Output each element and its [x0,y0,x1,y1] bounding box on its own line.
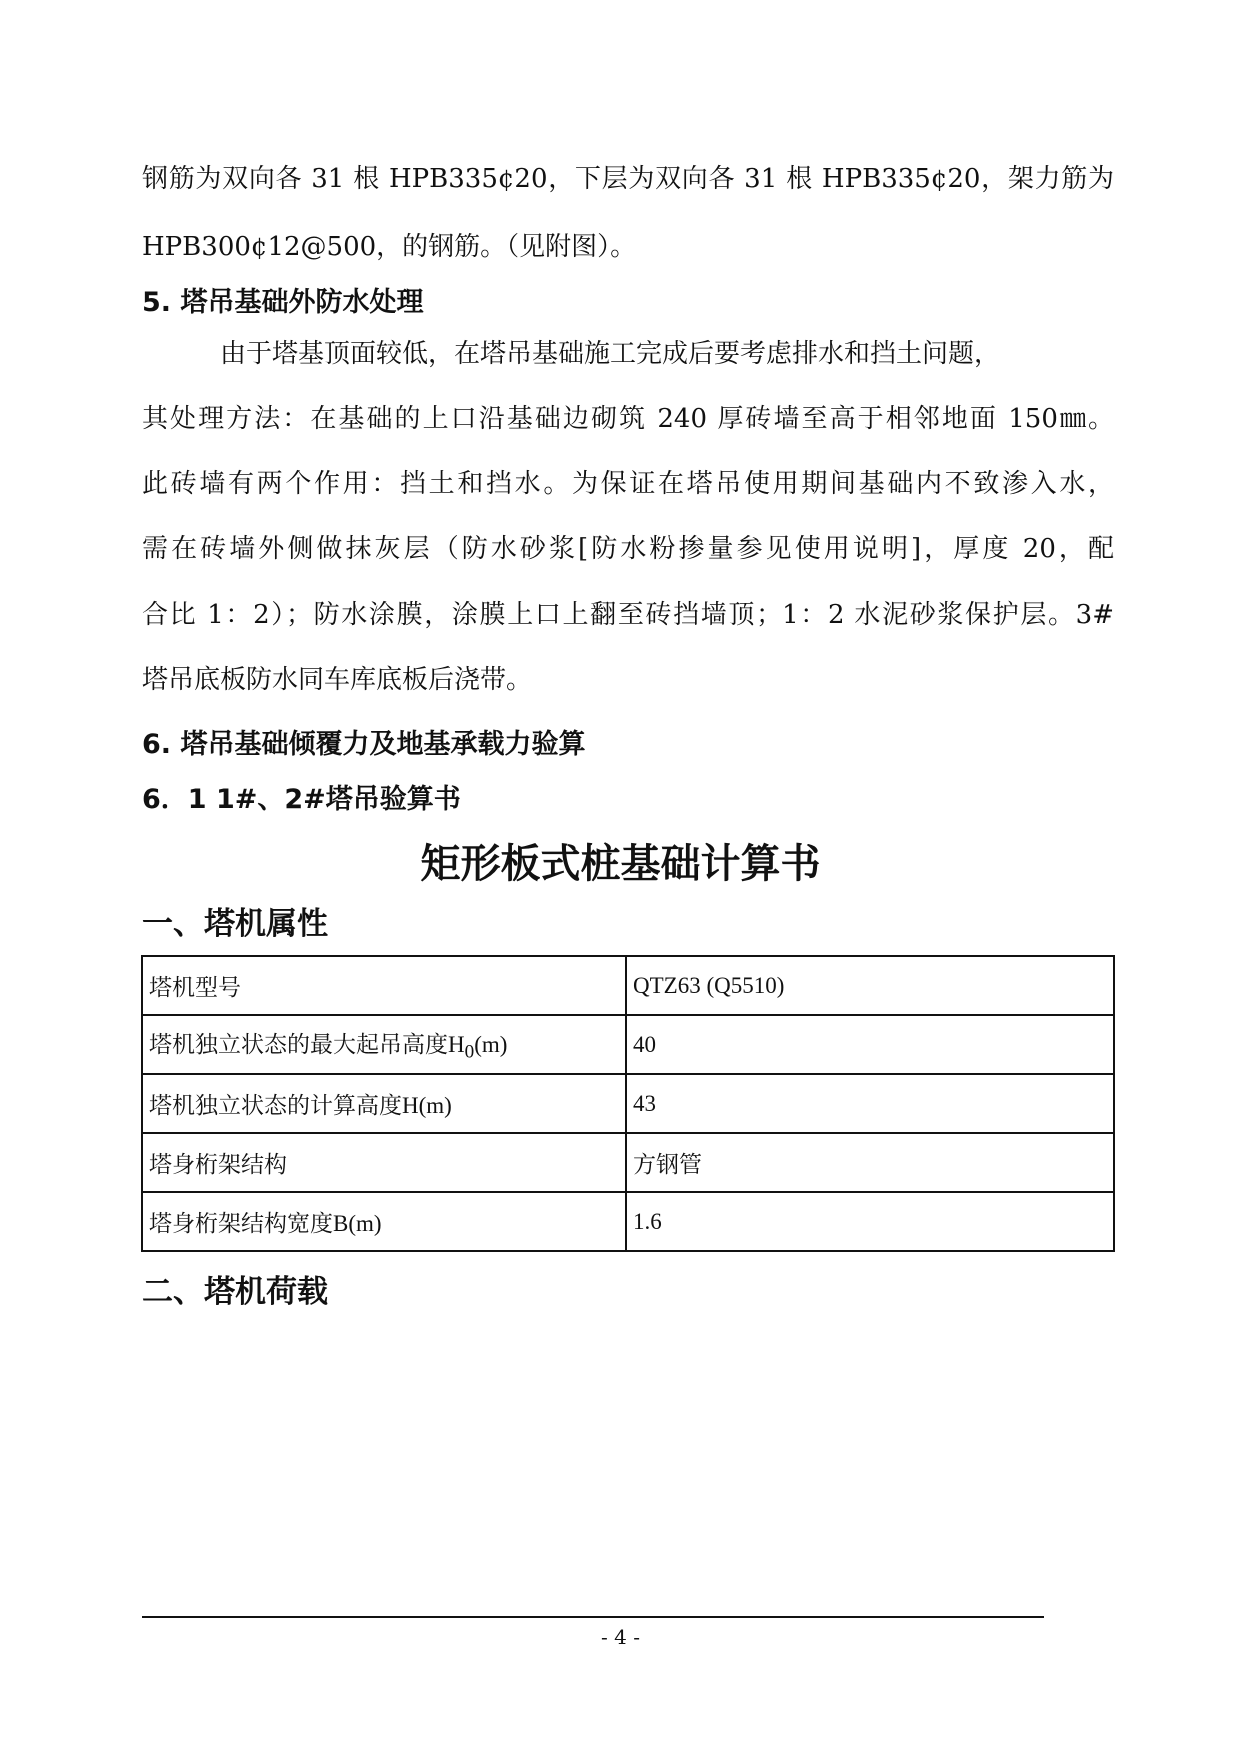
table-row [142,1015,1114,1074]
table-key: 塔身桁架结构 [142,1133,626,1192]
para-line-2: 其处理方法：在基础的上口沿基础边砌筑 240 厚砖墙至高于相邻地面 150㎜。 [142,404,1114,434]
para-line-5: 合比 1：2）；防水涂膜，涂膜上口上翻至砖挡墙顶；1：2 水泥砂浆保护层。3# [142,600,1114,630]
table-key-subscript: 0 [464,1041,475,1063]
table-key: 塔身桁架结构宽度B(m) [142,1192,626,1251]
table-value: 方钢管 [626,1133,1114,1192]
section-tower-attributes: 一、塔机属性 [142,906,328,942]
table-value: 43 [626,1074,1114,1133]
body-line-2: HPB300¢12@500，的钢筋。（见附图）。 [142,232,637,262]
table-value: 40 [626,1015,1114,1074]
table-row [142,1074,1114,1133]
section-tower-loads: 二、塔机荷载 [142,1274,328,1310]
tower-attributes-table [141,955,1115,1252]
table-value: 1.6 [626,1192,1114,1251]
para-line-3: 此砖墙有两个作用：挡土和挡水。为保证在塔吊使用期间基础内不致渗入水， [142,469,1114,499]
table-value: QTZ63 (Q5510) [626,956,1114,1015]
para-line-4: 需在砖墙外侧做抹灰层（防水砂浆[防水粉掺量参见使用说明]，厚度 20，配 [142,534,1114,564]
table-key [142,1015,626,1074]
heading-5: 5. 塔吊基础外防水处理 [142,287,424,318]
page-number: - 4 - [601,1625,640,1649]
heading-6: 6. 塔吊基础倾覆力及地基承载力验算 [142,729,586,760]
table-row [142,956,1114,1015]
table-row [142,1133,1114,1192]
para-line-1: 由于塔基顶面较低，在塔吊基础施工完成后要考虑排水和挡土问题， [220,339,1001,369]
table-key: 塔机独立状态的计算高度H(m) [142,1074,626,1133]
para-line-6: 塔吊底板防水同车库底板后浇带。 [142,665,533,695]
table-row [142,1192,1114,1251]
table-key-text: 塔机独立状态的最大起吊高度H [149,1031,465,1057]
body-line-1: 钢筋为双向各 31 根 HPB335¢20，下层为双向各 31 根 HPB335¢20，架力筋为 [142,164,1114,194]
table-key: 塔机型号 [142,956,626,1015]
table-key-unit: (m) [474,1031,508,1057]
document-title: 矩形板式桩基础计算书 [420,841,821,887]
footer-divider [142,1616,1044,1618]
heading-6-1: 6．1 1#、2#塔吊验算书 [142,784,461,815]
